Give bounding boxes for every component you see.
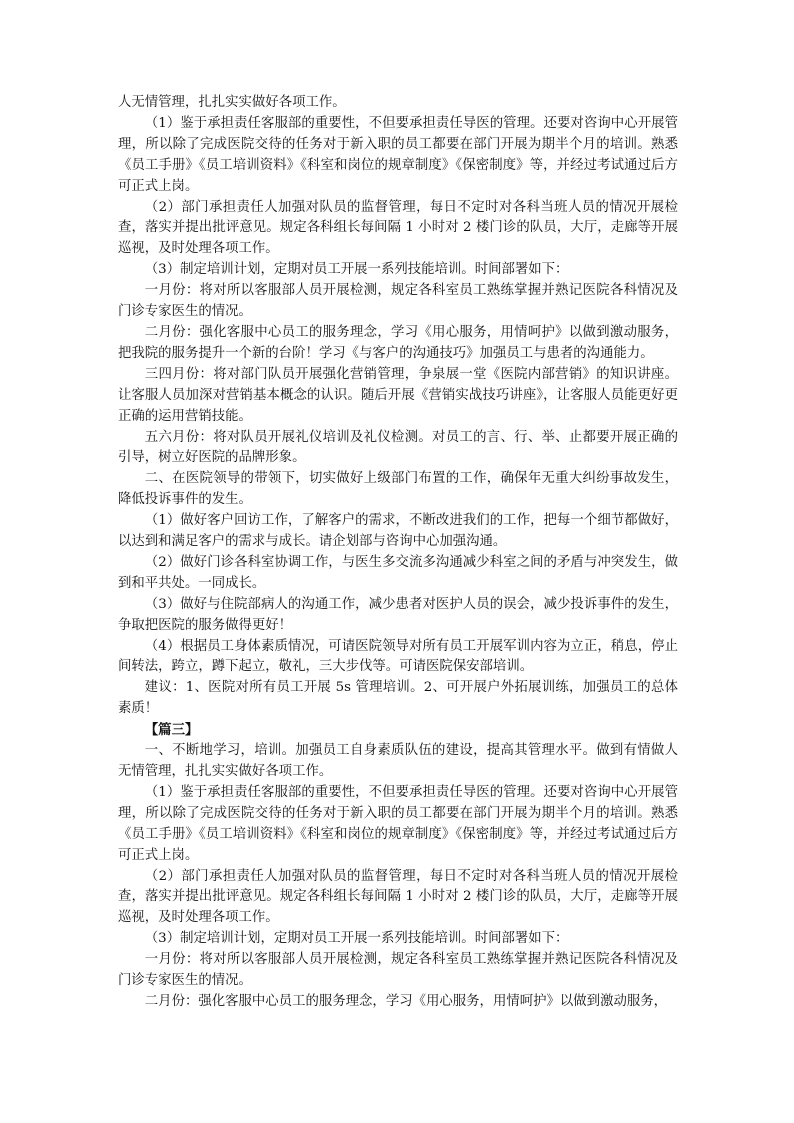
paragraph: （3）制定培训计划，定期对员工开展一系列技能培训。时间部署如下：: [144, 931, 569, 947]
section-title: 【篇三】: [144, 722, 199, 739]
document-page: [118, 93, 678, 1013]
paragraph: 二月份：强化客服中心员工的服务理念，学习《用心服务，用情呵护》以做到激动服务，: [144, 993, 668, 1009]
paragraph: （1）做好客户回访工作，了解客户的需求，不断改进我们的工作，把每一个细节都做好，以达到和满足客户的需求与成长。请企划部与咨询中心加强沟通。: [118, 513, 678, 550]
paragraph: 二、在医院领导的带领下，切实做好上级部门布置的工作，确保年无重大纠纷事故发生，降低投诉事件的发生。: [118, 471, 678, 508]
paragraph: （2）部门承担责任人加强对队员的监督管理，每日不定时对各科当班人员的情况开展检查，落实并提出批评意见。规定各科组长每间隔 1 小时对 2 楼门诊的队员，大厅，走廊等开展巡视，及时处理各项工作。: [118, 868, 678, 926]
paragraph: 一月份：将对所以客服部人员开展检测，规定各科室员工熟练掌握并熟记医院各科情况及门诊专家医生的情况。: [118, 952, 678, 989]
paragraph: 五六月份：将对队员开展礼仪培训及礼仪检测。对员工的言、行、举、止都要开展正确的引导，树立好医院的品牌形象。: [118, 429, 678, 466]
paragraph: 一、不断地学习，培训。加强员工自身素质队伍的建设，提高其管理水平。做到有情做人无情管理，扎扎实实做好各项工作。: [118, 743, 678, 779]
paragraph: （2）做好门诊各科室协调工作，与医生多交流多沟通减少科室之间的矛盾与冲突发生，做到和平共处。一同成长。: [118, 554, 678, 591]
paragraph: （1）鉴于承担责任客服部的重要性，不但要承担责任导医的管理。还要对咨询中心开展管理，所以除了完成医院交待的任务对于新入职的员工都要在部门开展为期半个月的培训。熟悉《员工手册》《员工培训资料》《科室和岗位的规章制度》《保密制度》等，并经过考试通过后方可正式上岗。: [118, 784, 678, 863]
paragraph: （2）部门承担责任人加强对队员的监督管理，每日不定时对各科当班人员的情况开展检查，落实并提出批评意见。规定各科组长每间隔 1 小时对 2 楼门诊的队员，大厅，走廊等开展巡视，及时处理各项工作。: [118, 199, 678, 257]
paragraph: （3）做好与住院部病人的沟通工作，减少患者对医护人员的误会，减少投诉事件的发生，争取把医院的服务做得更好！: [118, 596, 678, 633]
paragraph: 一月份：将对所以客服部人员开展检测，规定各科室员工熟练掌握并熟记医院各科情况及门诊专家医生的情况。: [118, 283, 678, 320]
paragraph: （3）制定培训计划，定期对员工开展一系列技能培训。时间部署如下：: [144, 262, 569, 278]
paragraph: 三四月份：将对部门队员开展强化营销管理，争泉展一堂《医院内部营销》的知识讲座。让客服人员加深对营销基本概念的认识。随后开展《营销实战技巧讲座》，让客服人员能更好更正确的运用营销技能。: [118, 366, 678, 424]
paragraph: 建议：1、医院对所有员工开展 5s 管理培训。2、可开展户外拓展训练，加强员工的总体素质！: [118, 680, 678, 717]
paragraph: 二月份：强化客服中心员工的服务理念，学习《用心服务，用情呵护》以做到激动服务，把我院的服务提升一个新的台阶！学习《与客户的沟通技巧》加强员工与患者的沟通能力。: [118, 324, 678, 361]
paragraph: 人无情管理，扎扎实实做好各项工作。: [118, 95, 346, 110]
paragraph: （1）鉴于承担责任客服部的重要性，不但要承担责任导医的管理。还要对咨询中心开展管理，所以除了完成医院交待的任务对于新入职的员工都要在部门开展为期半个月的培训。熟悉《员工手册》《员工培训资料》《科室和岗位的规章制度》《保密制度》等，并经过考试通过后方可正式上岗。: [118, 115, 678, 194]
paragraph: （4）根据员工身体素质情况，可请医院领导对所有员工开展军训内容为立正，稍息，停止间转法，跨立，蹲下起立，敬礼，三大步伐等。可请医院保安部培训。: [118, 638, 678, 675]
